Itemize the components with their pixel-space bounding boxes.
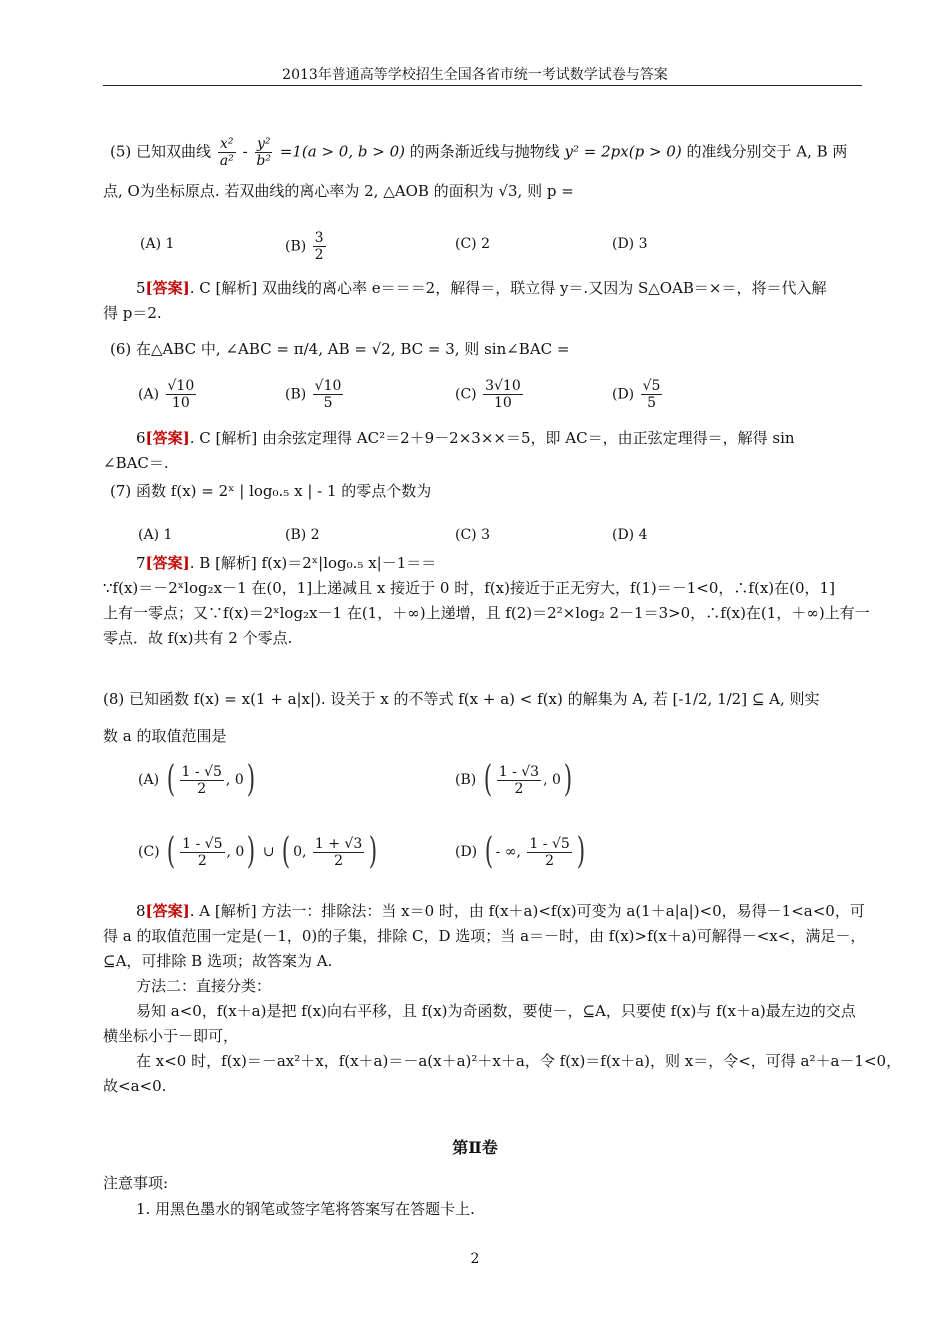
answer-tag: [答案]: [145, 279, 190, 297]
answer-8-line2: 得 a 的取值范围一定是(－1，0)的子集，排除 C，D 选项；当 a＝－时，由 f(x)>f(x＋a)可解得－<x<，满足－，: [103, 927, 866, 945]
q5-parabola: y² = 2px(p > 0): [564, 142, 682, 161]
q6-option-d: (D) $\frac{√5}{5}$: [612, 378, 661, 411]
question-5-line1: (5) 已知双曲线 $\frac{\text{x²}}{\text{a²}}$ - $\frac{\text{y²}}{\text{b²}}$ =1(a > 0, b > 0) 的两条渐近线与抛物线 y² = 2px(p > 0) 的准线分别交于 A, B 两: [110, 136, 848, 169]
q5-fraction-y: $\frac{\text{y²}}{\text{b²}}$: [256, 136, 271, 169]
q7-option-b: (B) 2: [285, 527, 320, 543]
answer-8-line6: 横坐标小于－即可，: [103, 1027, 239, 1045]
answer-8-line3: ⊆A，可排除 B 选项；故答案为 A.: [103, 952, 333, 970]
answer-8-line7: 在 x<0 时，f(x)＝－ax²＋x，f(x＋a)＝－a(x＋a)²＋x＋a，令 f(x)＝f(x＋a)，则 x＝，令<，可得 a²＋a－1<0，: [136, 1052, 902, 1070]
answer-6-line2: ∠BAC＝.: [103, 454, 169, 472]
q8-option-d: (D) ( - ∞, $\frac{1 - √5}{2}$ ): [455, 831, 586, 872]
q5-option-b: (B) $\frac{3}{2}$: [285, 230, 324, 263]
question-6: (6) 在△ABC 中, ∠ABC = π/4, AB = √2, BC = 3, 则 sin∠BAC =: [110, 340, 570, 358]
q5-option-d: (D) 3: [612, 236, 648, 252]
q6-option-a: (A) $\frac{√10}{10}$: [138, 378, 195, 411]
q8-option-b: (B) ( $\frac{1 - √3}{2}$ , 0): [455, 759, 573, 800]
answer-8-line5: 易知 a<0，f(x＋a)是把 f(x)向右平移，且 f(x)为奇函数，要使－，⊆A，只要使 f(x)与 f(x＋a)最左边的交点: [136, 1002, 856, 1020]
q6-option-b: (B) $\frac{√10}{5}$: [285, 378, 342, 411]
q8-option-c: (C) ( $\frac{1 - √5}{2}$ , 0) ∪ ( 0, $\frac{1 + √3}{2}$ ): [138, 831, 378, 872]
notice-item-1: 1. 用黑色墨水的钢笔或签字笔将答案写在答题卡上.: [136, 1200, 475, 1218]
answer-tag: [答案]: [145, 429, 190, 447]
q8-option-a: (A) ( $\frac{1 - √5}{2}$ , 0): [138, 759, 255, 800]
answer-7-line1: 7[答案]. B [解析] f(x)＝2ˣ|log₀.₅ x|－1＝＝: [136, 554, 437, 572]
q5-prefix: (5) 已知双曲线: [110, 142, 212, 161]
q5-fraction-x: $\frac{\text{x²}}{\text{a²}}$: [219, 136, 234, 169]
q7-option-d: (D) 4: [612, 527, 648, 543]
answer-tag: [答案]: [145, 902, 190, 920]
answer-tag: [答案]: [145, 554, 190, 572]
question-8-line2: 数 a 的取值范围是: [103, 727, 227, 745]
answer-7-line4: 零点．故 f(x)共有 2 个零点.: [103, 629, 293, 647]
q6-option-c: (C) $\frac{3√10}{10}$: [455, 378, 521, 411]
q5-option-c: (C) 2: [455, 236, 490, 252]
answer-8-line8: 故<a<0.: [103, 1077, 167, 1095]
answer-7-line2: ∵f(x)＝－2ˣlog₂x－1 在(0，1]上递减且 x 接近于 0 时，f(x)接近于正无穷大，f(1)＝－1<0，∴f(x)在(0，1]: [103, 579, 835, 597]
question-8-line1: (8) 已知函数 f(x) = x(1 + a|x|). 设关于 x 的不等式 f(x + a) < f(x) 的解集为 A, 若 [-1/2, 1/2] ⊆ A, 则实: [103, 690, 820, 708]
page-header: 2013年普通高等学校招生全国各省市统一考试数学试卷与答案: [282, 67, 668, 83]
q5-middle: 的两条渐近线与抛物线: [409, 142, 565, 161]
notice-heading: 注意事项:: [103, 1174, 169, 1192]
answer-5-line2: 得 p＝2.: [103, 304, 162, 322]
q5-suffix: 的准线分别交于 A, B 两: [686, 142, 848, 161]
answer-8-line1: 8[答案]. A [解析] 方法一：排除法：当 x＝0 时，由 f(x＋a)<f(x)可变为 a(1＋a|a|)<0，易得－1<a<0，可: [136, 902, 865, 920]
answer-8-line4: 方法二：直接分类：: [136, 977, 272, 995]
question-5-line2: 点, O为坐标原点. 若双曲线的离心率为 2, △AOB 的面积为 √3, 则 p =: [103, 182, 574, 200]
answer-5-line1: 5[答案]. C [解析] 双曲线的离心率 e＝＝＝2，解得＝，联立得 y＝.又因为 S△OAB＝×＝，将＝代入解: [136, 279, 827, 297]
header-rule: [103, 85, 862, 86]
part-2-title: 第Ⅱ卷: [452, 1138, 498, 1157]
q7-option-c: (C) 3: [455, 527, 490, 543]
q7-option-a: (A) 1: [138, 527, 173, 543]
answer-7-line3: 上有一零点；又∵f(x)＝2ˣlog₂x－1 在(1，＋∞)上递增，且 f(2)＝2²×log₂ 2－1＝3>0，∴f(x)在(1，＋∞)上有一: [103, 604, 870, 622]
answer-6-line1: 6[答案]. C [解析] 由余弦定理得 AC²＝2＋9－2×3××＝5，即 AC＝，由正弦定理得＝，解得 sin: [136, 429, 795, 447]
q5-equation: =1(a > 0, b > 0): [279, 142, 405, 161]
page-number: 2: [470, 1251, 480, 1267]
q5-option-a: (A) 1: [140, 236, 175, 252]
question-7: (7) 函数 f(x) = 2ˣ | log₀.₅ x | - 1 的零点个数为: [110, 482, 432, 500]
